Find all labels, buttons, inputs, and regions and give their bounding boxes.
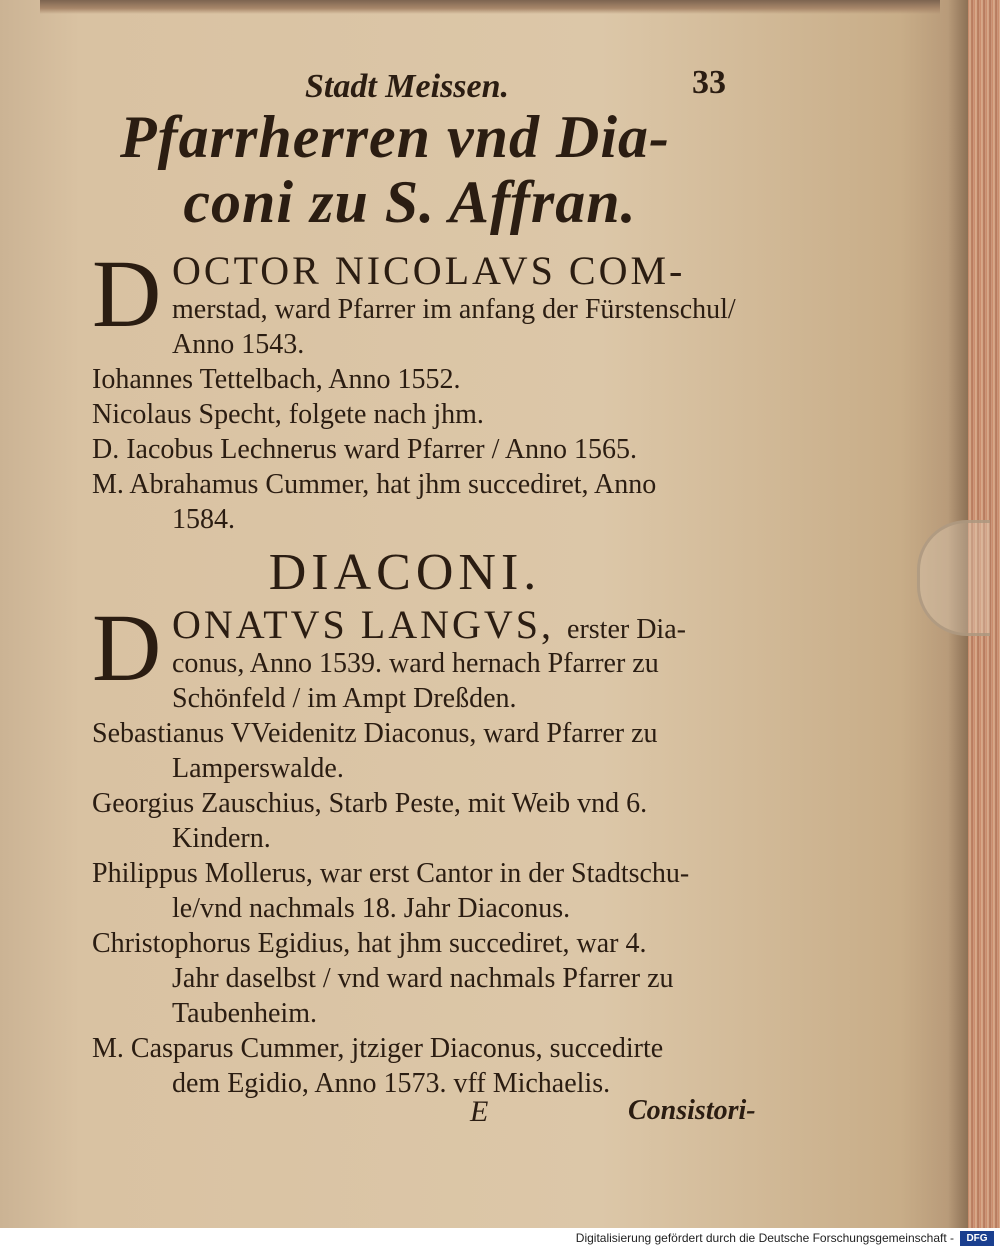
- entry-caps: [172, 604, 770, 646]
- section-heading: [80, 106, 770, 234]
- catchline: [80, 1095, 770, 1135]
- diaconi-heading: DIACONI.: [268, 544, 542, 601]
- diaconi-list: [80, 594, 770, 1101]
- drop-cap: D: [92, 240, 162, 347]
- list-item-continuation: dem Egidio, Anno 1573. vff Michaelis.: [172, 1068, 611, 1099]
- pfarrherren-list: [80, 240, 770, 537]
- entry-caps-name: ONATVS LANGVS,: [172, 602, 555, 647]
- list-item: M. Abrahamus Cummer, hat jhm succediret, Anno: [92, 469, 657, 500]
- list-item-continuation: le/vnd nachmals 18. Jahr Diaconus.: [172, 893, 571, 924]
- list-item: M. Casparus Cummer, jtziger Diaconus, succedirte: [92, 1033, 664, 1064]
- entry-caps-tail: erster Dia-: [567, 614, 686, 645]
- footer-bar: [0, 1228, 1000, 1250]
- drop-cap: D: [92, 594, 162, 701]
- list-item: Sebastianus VVeidenitz Diaconus, ward Pfarrer zu: [92, 718, 658, 749]
- page-top-edge: [40, 0, 940, 14]
- running-title: Stadt Meissen.: [305, 68, 510, 105]
- list-item: Georgius Zauschius, Starb Peste, mit Weib vnd 6.: [92, 788, 648, 819]
- book-page: [80, 60, 770, 1135]
- entry-line: Schönfeld / im Ampt Dreßden.: [172, 683, 517, 714]
- list-item: D. Iacobus Lechnerus ward Pfarrer / Anno 1565.: [92, 434, 638, 465]
- list-item-continuation: Taubenheim.: [172, 998, 317, 1029]
- section-heading-line2: coni zu S. Affran.: [183, 169, 637, 235]
- dfg-logo: DFG: [960, 1231, 994, 1246]
- entry-line: conus, Anno 1539. ward hernach Pfarrer zu: [172, 648, 659, 679]
- list-item: Nicolaus Specht, folgete nach jhm.: [92, 399, 484, 430]
- list-item-continuation: Lamperswalde.: [172, 753, 344, 784]
- list-item: Iohannes Tettelbach, Anno 1552.: [92, 364, 461, 395]
- running-head: [80, 60, 770, 105]
- entry-line: merstad, ward Pfarrer im anfang der Fürstenschul/: [172, 294, 736, 325]
- list-item-continuation: Kindern.: [172, 823, 271, 854]
- section-heading-line1: Pfarrherren vnd Dia-: [120, 104, 671, 170]
- list-item-continuation: 1584.: [172, 504, 235, 535]
- entry-caps: OCTOR NICOLAVS COM-: [172, 248, 686, 293]
- signature-mark: E: [470, 1095, 489, 1128]
- list-item-continuation: Jahr daselbst / vnd ward nachmals Pfarrer zu: [172, 963, 674, 994]
- page-number: 33: [692, 64, 726, 101]
- footer-attribution: Digitalisierung gefördert durch die Deutsche Forschungsgemeinschaft -: [575, 1231, 954, 1245]
- entry-line: Anno 1543.: [172, 329, 305, 360]
- list-item: Christophorus Egidius, hat jhm succediret, war 4.: [92, 928, 647, 959]
- catchword: Consistori-: [628, 1095, 756, 1126]
- list-item: Philippus Mollerus, war erst Cantor in der Stadtschu-: [92, 858, 690, 889]
